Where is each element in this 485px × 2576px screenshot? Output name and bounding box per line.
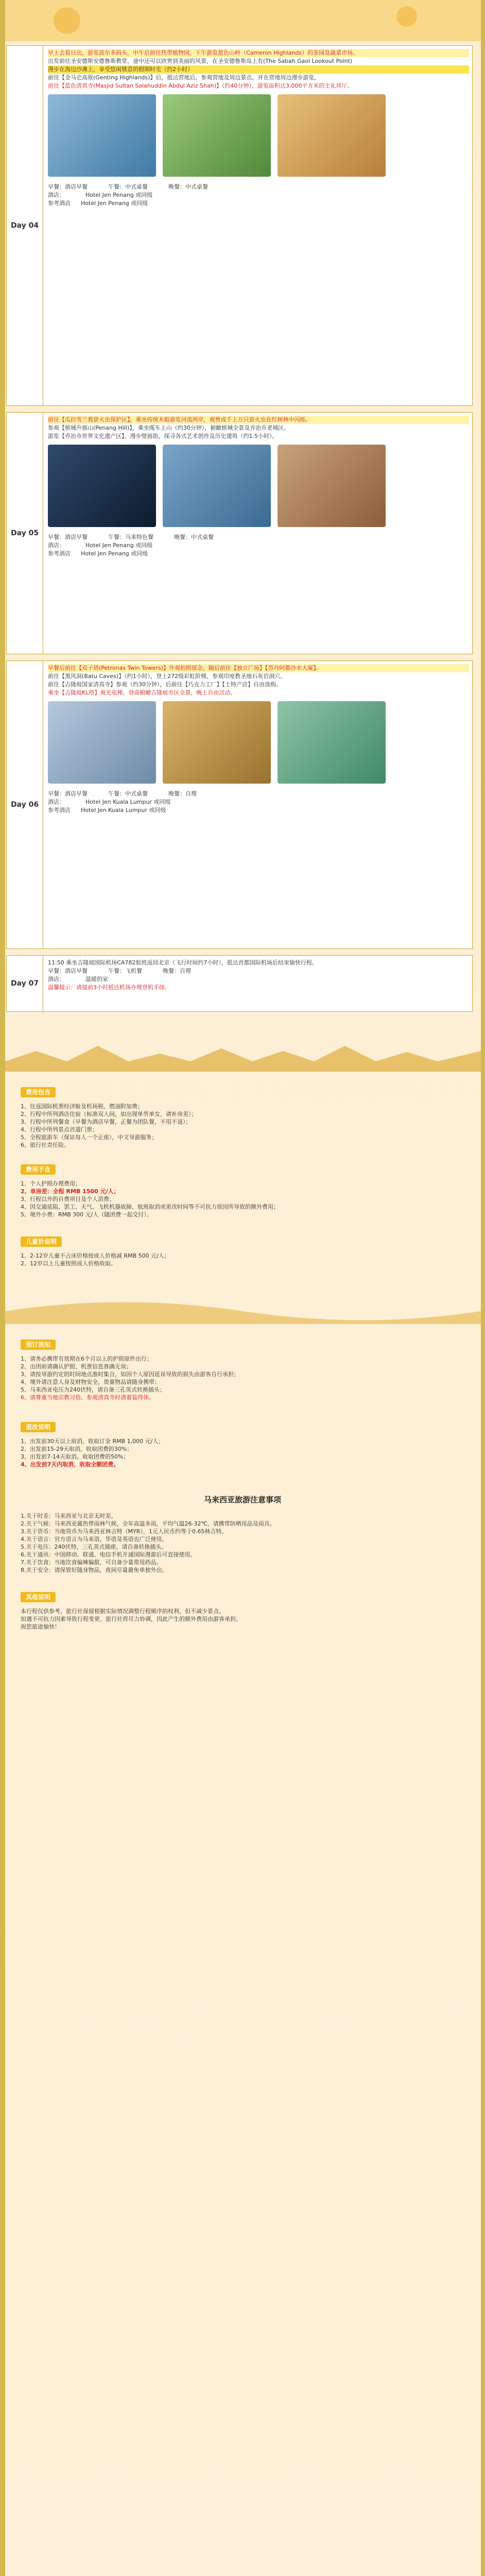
list-item: 4、行程中所列景点首道门票； [21,1126,98,1133]
itinerary-line: 前往【吉隆坡国家清真寺】参观（约30分钟），后前往【巧克力工厂】【土特产店】自由选购。 [48,681,282,688]
list-item: 2、单房差：全程 RMB 1500 元/人； [21,1188,119,1195]
ref-value: Hotel Jen Penang 或同级 [81,550,148,557]
hotel-value: Hotel Jen Kuala Lumpur 或同级 [85,799,171,805]
scenery-photo [163,94,271,177]
scenery-photo [163,445,271,527]
list-item: 6、请尊重当地宗教习俗，参观清真寺时请着装得体。 [21,1394,154,1401]
breakfast: 早餐：酒店早餐 [48,790,88,797]
day-column [7,661,43,948]
list-item: 2、出发前15-29天取消，收取团费的30%； [21,1446,133,1452]
list-item: 1、个人护照办理费用； [21,1180,81,1187]
ref-label: 参考酒店 [48,807,71,814]
day-body [48,49,469,402]
cancel-title: 退改说明 [21,1422,56,1432]
list-item: 2.关于气候：马来西亚属热带雨林气候，全年高温多雨，平均气温26-32℃，请携带防晒用品及雨具。 [21,1520,275,1527]
ref-value: Hotel Jen Kuala Lumpur 或同级 [81,807,166,814]
meal-row [48,967,469,975]
list-item: 5.关于电压：240伏特，三孔英式插座，请自备转换插头。 [21,1544,167,1550]
itinerary-line: 早上去看日出，游览波尔多码头，中午后前往热带植物园，下午游览蓝色山岭（Cameron Highlands）的茶园及蔬菜市场。 [48,49,469,57]
breakfast: 早餐：酒店早餐 [48,968,88,974]
fee-exclude-list [21,1180,464,1218]
ref-label: 参考酒店 [48,200,71,207]
list-item: 4、境外请注意人身及财物安全，贵重物品请随身携带； [21,1379,160,1385]
scenery-photo [278,701,386,784]
lunch: 午餐：中式桌餐 [108,790,148,797]
right-frame [481,0,485,2576]
day-card-05 [6,412,473,654]
list-item: 2、行程中所列酒店住宿（标准双人间，如出现单男单女，请补房差）； [21,1111,197,1117]
notice-title: 预订须知 [21,1340,56,1350]
list-item: 1、往返国际机票经济舱及机场税、燃油附加费； [21,1103,143,1110]
list-item: 1、请务必携带有效期在6个月以上的护照原件出行； [21,1355,152,1362]
hotel-value: Hotel Jen Penang 或同级 [85,542,153,549]
scenery-photo [278,94,386,177]
scenery-photo [48,445,156,527]
ref-label: 参考酒店 [48,550,71,557]
day-label: Day 05 [10,529,39,537]
top-decoration [5,0,481,41]
ref-value: Hotel Jen Penang 或同级 [81,200,148,207]
list-item: 如遇不可抗力因素导致行程变更，旅行社将尽力协调，因此产生的额外费用由游客承担。 [21,1616,241,1622]
list-item: 祝您旅途愉快！ [21,1623,60,1630]
scenery-photo [163,701,271,784]
day-card-04 [6,45,473,406]
day-card-06 [6,660,473,949]
tips-list [21,1512,464,1574]
list-item: 8.关于安全：请保管好随身物品，夜间尽量避免单独外出。 [21,1567,168,1573]
itinerary-line: 参观【槟城升旗山(Penang Hill)】，乘坐缆车上山（约30分钟），俯瞰槟城全景及乔治市老城区。 [48,425,290,431]
hotel-row [48,798,469,806]
scenery-photo [278,445,386,527]
list-item: 1、出发前30天以上取消，收取订金 RMB 1,000 元/人； [21,1438,164,1445]
list-item: 本行程仅供参考，旅行社保留根据实际情况调整行程顺序的权利，但不减少景点。 [21,1608,224,1615]
dinner: 晚餐：自理 [168,790,197,797]
itinerary-line: 11:50 乘坐吉隆坡国际机场CA782航班返回北京（飞行时间约7小时），抵达首都国际机场后结束愉快行程。 [48,959,318,966]
day-body [48,416,469,651]
hotel-label: 酒店： [48,542,65,549]
day-body [48,959,469,1008]
scenery-photo [48,701,156,784]
hotel-label: 酒店： [48,799,65,805]
list-item: 1、2-12岁儿童不占床价格按成人价格减 RMB 500 元/人； [21,1252,170,1259]
other-list [21,1607,464,1631]
lunch: 午餐：中式桌餐 [108,183,148,190]
child-title: 儿童价说明 [21,1236,62,1247]
itinerary-line: 出发前往圣安德斯安德鲁斯教堂，途中还可以欣赏到美丽的风景，在圣安德鲁斯岛上有(The Sabah Gaol Lookout Point) [48,58,353,64]
list-item: 5、境外小费：RMB 300 元/人（随团费一起交付）。 [21,1211,152,1218]
other-title: 其他说明 [21,1592,56,1602]
itinerary-line: 前往【蓝色清真寺(Masjid Sultan Salahuddin Abdul Aziz Shah)】（约40分钟），游览面积达3,000平方米的主礼拜厅。 [48,82,353,89]
list-item: 2、12岁以上儿童按照成人价格收取。 [21,1260,116,1267]
left-frame [0,0,5,2576]
list-item: 5、全程旅游车（保证每人一个正座），中文导游服务； [21,1134,158,1141]
child-list [21,1252,464,1267]
day-card-07 [6,955,473,1012]
day-label: Day 06 [10,801,39,809]
notice-list [21,1355,464,1401]
itinerary-note: 温馨提示：请提前3小时抵达机场办理登机手续。 [48,984,170,991]
list-item: 6、旅行社责任险。 [21,1142,70,1148]
list-item: 4.关于语言：官方语言为马来语，华语及英语也广泛使用。 [21,1536,168,1543]
lunch: 午餐：马来特色餐 [108,534,153,540]
list-item: 3、出发前7-14天取消，收取团费的50%； [21,1453,129,1460]
hotel-label: 酒店： [48,192,65,198]
dinner: 晚餐：中式桌餐 [174,534,214,540]
divider-decoration [5,1030,481,1072]
divider-decoration [5,1283,481,1324]
ref-row [48,550,469,558]
day-body [48,664,469,945]
itinerary-line: 前往【金马仑高原(Genting Highlands)】后，抵达营地后，参观营地及周边景点，并在营地周边漫步游览， [48,74,320,81]
ref-row [48,806,469,815]
list-item: 2、出团前请确认护照、机票信息准确无误； [21,1363,132,1370]
dinner: 晚餐：中式桌餐 [168,183,208,190]
dinner: 晚餐：自理 [163,968,191,974]
tips-title: 马来西亚旅游注意事项 [203,1495,281,1504]
list-item: 3.关于货币：当地货币为马来西亚林吉特（MYR），1元人民币约等于0.65林吉特。 [21,1528,228,1535]
list-item: 7.关于饮食：当地饮食偏辣偏甜，可自备少量常用药品。 [21,1559,162,1566]
list-item: 4、因交通延阻、罢工、天气、飞机机器故障、航班取消或更改时间等不可抗力原因所导致的额外费用； [21,1204,279,1210]
scenery-photo [48,94,156,177]
photo-row [48,445,469,529]
hotel-row [48,541,469,550]
itinerary-line: 漫步在海边沙滩上，享受悠闲惬意的假期时光（约2小时） [48,65,469,74]
meal-row [48,183,469,191]
hotel-value: Hotel Jen Penang 或同级 [85,192,153,198]
hotel-value: 温暖的家 [85,976,108,982]
fee-exclude-title: 费用不含 [21,1164,56,1175]
meal-row [48,533,469,541]
hotel-label: 酒店： [48,976,65,982]
breakfast: 早餐：酒店早餐 [48,183,88,190]
hotel-row [48,191,469,199]
photo-row [48,701,469,786]
day-label: Day 04 [10,222,39,230]
list-item: 3、行程中所列餐食（早餐为酒店早餐，正餐为团队餐，不用不退）； [21,1118,192,1125]
itinerary-line: 前往【黑风洞(Batu Caves)】（约1小时），登上272级彩虹阶梯，参观印度教圣地石灰岩洞穴。 [48,673,286,680]
fee-include-title: 费用包含 [21,1087,56,1097]
ref-row [48,199,469,208]
fee-include-list [21,1103,464,1149]
list-item: 3、请按导游约定的时间地点准时集合，如因个人原因延误导致的损失由游客自行承担； [21,1371,239,1378]
breakfast: 早餐：酒店早餐 [48,534,88,540]
meal-row [48,790,469,798]
list-item: 3、行程以外的自费项目及个人消费； [21,1196,115,1202]
list-item: 4、出发前7天内取消，收取全额团费。 [21,1461,119,1468]
list-item: 1.关于时差：马来西亚与北京无时差。 [21,1513,117,1519]
day-column [7,413,43,654]
day-column [7,46,43,405]
day-column [7,956,43,1011]
list-item: 6.关于通讯：中国移动、联通、电信手机开通国际漫游后可直接使用。 [21,1551,196,1558]
itinerary-line: 游览【乔治市世界文化遗产区】，漫步壁画街，探寻各式艺术创作及历史建筑（约1.5小时）。 [48,433,278,439]
lunch: 午餐：飞机餐 [108,968,142,974]
itinerary-line: 前往【瓜拉雪兰莪萤火虫保护区】，乘坐传统木船游览河流两岸，观赏成千上万只萤火虫在红树林中闪烁。 [48,416,469,424]
cancel-list [21,1437,464,1468]
day-label: Day 07 [10,979,39,988]
hotel-row [48,975,469,984]
list-item: 5、马来西亚电压为240伏特，请自备三孔英式转换插头； [21,1386,165,1393]
photo-row [48,94,469,179]
itinerary-line: 乘坐【吉隆坡KL塔】观光电梯，登高俯瞰吉隆坡市区全景，晚上自由活动。 [48,689,236,696]
itinerary-line: 早餐后前往【双子塔(Petronas Twin Towers)】外观拍照留念，随后前往【独立广场】【苏丹阿都沙末大厦】。 [48,664,469,672]
